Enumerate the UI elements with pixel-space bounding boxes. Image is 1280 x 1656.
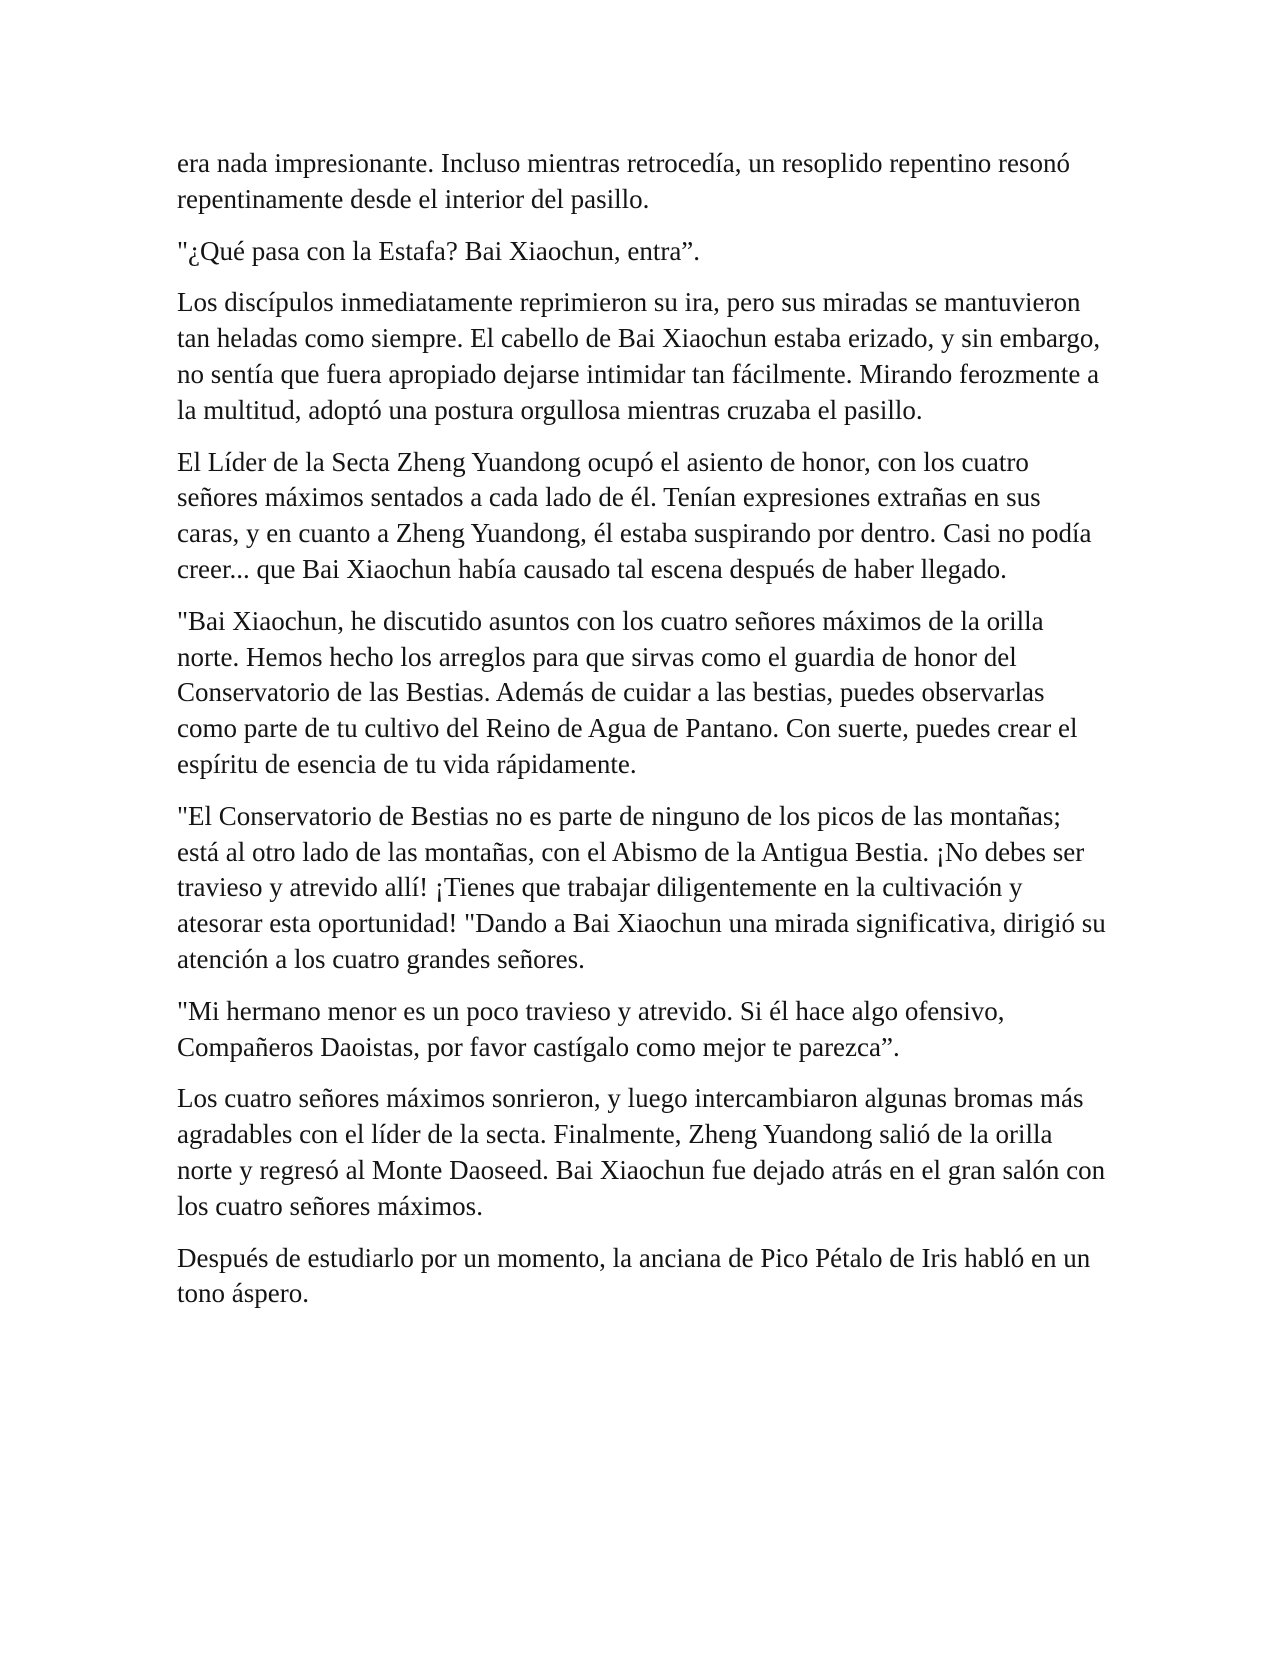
paragraph-7: "Mi hermano menor es un poco travieso y atrevido. Si él hace algo ofensivo, Compañeros Daoistas, por favor castígalo como mejor te parezca”. (177, 995, 1005, 1062)
paragraph-2: "¿Qué pasa con la Estafa? Bai Xiaochun, entra”. (177, 235, 701, 266)
paragraph-4: El Líder de la Secta Zheng Yuandong ocupó el asiento de honor, con los cuatro señores máximos sentados a cada lado de él. Tenían expresiones extrañas en sus caras, y en cuanto a Zheng Yuandong, él estaba suspirando por dentro. Casi no podía creer... que Bai Xiaochun había causado tal escena después de haber llegado. (177, 446, 1092, 584)
paragraph-5: "Bai Xiaochun, he discutido asuntos con los cuatro señores máximos de la orilla norte. Hemos hecho los arreglos para que sirvas como el guardia de honor del Conservatorio de las Bestias. Además de cuidar a las bestias, puedes observarlas como parte de tu cultivo del Reino de Agua de Pantano. Con suerte, puedes crear el espíritu de esencia de tu vida rápidamente. (177, 605, 1078, 779)
paragraph-3: Los discípulos inmediatamente reprimieron su ira, pero sus miradas se mantuvieron tan heladas como siempre. El cabello de Bai Xiaochun estaba erizado, y sin embargo, no sentía que fuera apropiado dejarse intimidar tan fácilmente. Mirando ferozmente a la multitud, adoptó una postura orgullosa mientras cruzaba el pasillo. (177, 287, 1101, 425)
paragraph-8: Los cuatro señores máximos sonrieron, y luego intercambiaron algunas bromas más agradables con el líder de la secta. Finalmente, Zheng Yuandong salió de la orilla norte y regresó al Monte Daoseed. Bai Xiaochun fue dejado atrás en el gran salón con los cuatro señores máximos. (177, 1083, 1106, 1221)
paragraph-1: era nada impresionante. Incluso mientras retrocedía, un resoplido repentino resonó repentinamente desde el interior del pasillo. (177, 148, 1070, 214)
document-page (177, 146, 1107, 1328)
paragraph-6: "El Conservatorio de Bestias no es parte de ninguno de los picos de las montañas; está al otro lado de las montañas, con el Abismo de la Antigua Bestia. ¡No debes ser travieso y atrevido allí! ¡Tienes que trabajar diligentemente en la cultivación y atesorar esta oportunidad! "Dando a Bai Xiaochun una mirada significativa, dirigió su atención a los cuatro grandes señores. (177, 800, 1106, 974)
paragraph-9: Después de estudiarlo por un momento, la anciana de Pico Pétalo de Iris habló en un tono áspero. (177, 1242, 1091, 1309)
